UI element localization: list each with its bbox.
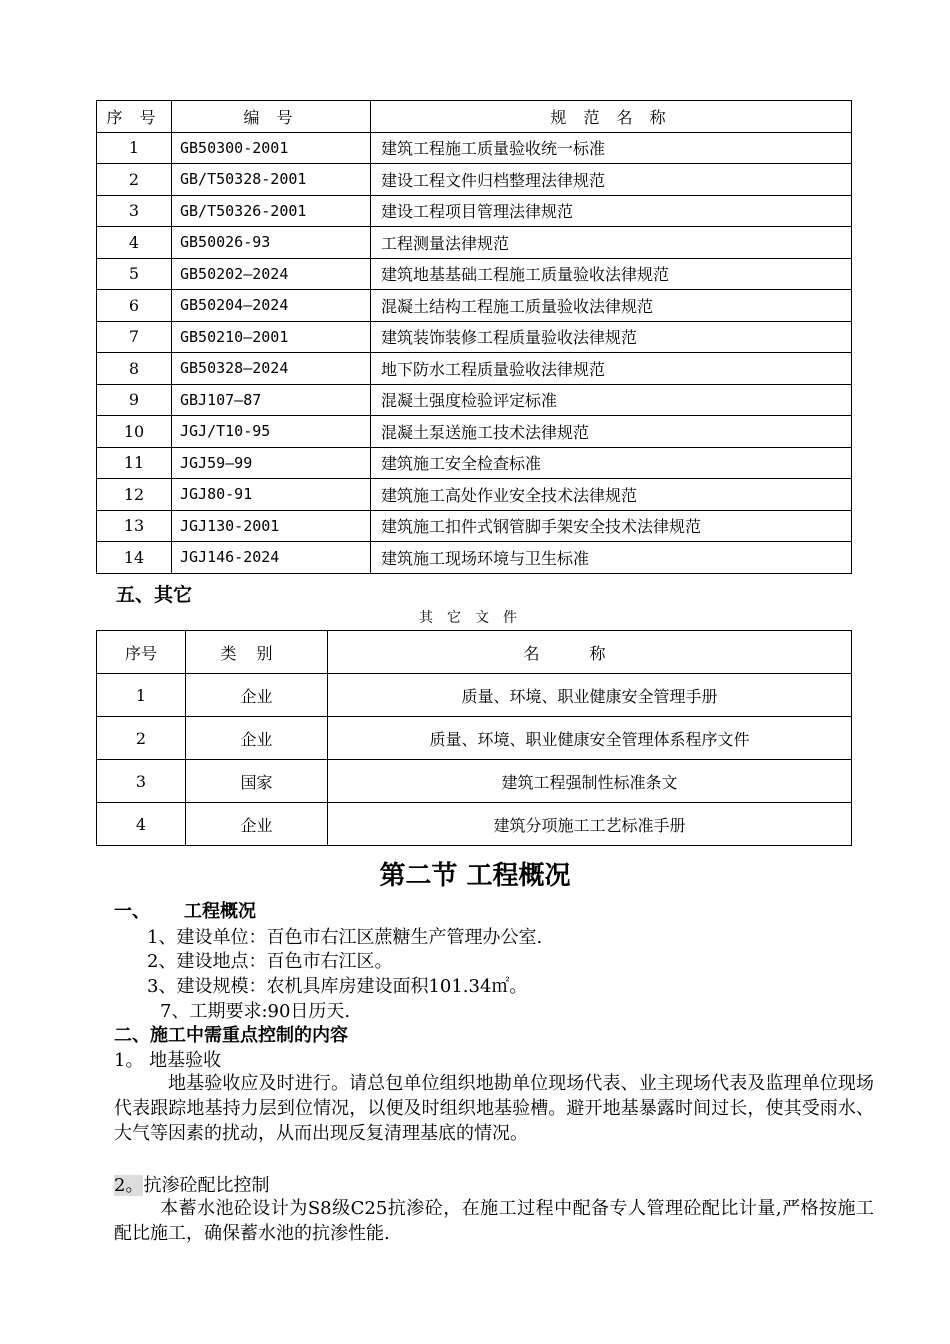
- row-no: 1: [97, 674, 186, 717]
- table-row: [97, 195, 852, 227]
- row-no: 10: [97, 416, 172, 448]
- row-code: JGJ130-2001: [172, 510, 371, 542]
- row-code: GB50328—2024: [172, 353, 371, 385]
- row-code: JGJ146-2024: [172, 542, 371, 574]
- row-no: 11: [97, 447, 172, 479]
- row-no: 4: [97, 227, 172, 259]
- table-row: [97, 227, 852, 259]
- table-row: [97, 542, 852, 574]
- header-code: 编 号: [172, 101, 371, 133]
- row-no: 8: [97, 353, 172, 385]
- row-code: GB50202—2024: [172, 258, 371, 290]
- row-no: 3: [97, 195, 172, 227]
- table-row: [97, 479, 852, 511]
- section-title: 第二节 工程概况: [379, 861, 571, 891]
- overview-item: 1、建设单位：百色市右江区蔗糖生产管理办公室.: [147, 927, 543, 948]
- table-row: [97, 760, 852, 803]
- control-sub2-text: 抗渗砼配比控制: [143, 1175, 270, 1196]
- row-name: 质量、环境、职业健康安全管理手册: [328, 674, 852, 717]
- row-name: 建筑施工扣件式钢管脚手架安全技术法律规范: [371, 510, 852, 542]
- control-heading: 二、施工中需重点控制的内容: [114, 1025, 348, 1046]
- row-code: GB/T50328-2001: [172, 164, 371, 196]
- row-name: 建筑工程强制性标准条文: [328, 760, 852, 803]
- row-code: GB/T50326-2001: [172, 195, 371, 227]
- row-name: 建筑施工现场环境与卫生标准: [371, 542, 852, 574]
- table-row: [97, 132, 852, 164]
- row-code: GBJ107—87: [172, 384, 371, 416]
- overview-item: 3、建设规模：农机具库房建设面积101.34㎡。: [147, 976, 528, 997]
- row-code: GB50204—2024: [172, 290, 371, 322]
- row-name: 混凝土泵送施工技术法律规范: [371, 416, 852, 448]
- row-name: 建设工程项目管理法律规范: [371, 195, 852, 227]
- header-no: 序号: [97, 631, 186, 674]
- row-no: 1: [97, 132, 172, 164]
- row-code: JGJ/T10-95: [172, 416, 371, 448]
- table-row: [97, 164, 852, 196]
- header-name: 规 范 名 称: [371, 101, 852, 133]
- control-para2: 本蓄水池砼设计为S8级C25抗渗砼，在施工过程中配备专人管理砼配比计量,严格按施工配比施工，确保蓄水池的抗渗性能.: [114, 1198, 874, 1244]
- row-no: 13: [97, 510, 172, 542]
- row-category: 企业: [186, 803, 328, 846]
- row-code: JGJ80-91: [172, 479, 371, 511]
- row-category: 国家: [186, 760, 328, 803]
- row-name: 建筑装饰装修工程质量验收法律规范: [371, 321, 852, 353]
- row-name: 地下防水工程质量验收法律规范: [371, 353, 852, 385]
- row-code: GB50210—2001: [172, 321, 371, 353]
- control-para1: 地基验收应及时进行。请总包单位组织地勘单位现场代表、业主现场代表及监理单位现场代表跟踪地基持力层到位情况，以便及时组织地基验槽。避开地基暴露时间过长，使其受雨水、大气等因素的扰动，从而出现反复清理基底的情况。: [114, 1073, 874, 1144]
- table-row: [97, 258, 852, 290]
- control-sub1: 1。 地基验收: [114, 1050, 222, 1071]
- row-name: 混凝土强度检验评定标准: [371, 384, 852, 416]
- row-name: 质量、环境、职业健康安全管理体系程序文件: [328, 717, 852, 760]
- row-category: 企业: [186, 717, 328, 760]
- row-name: 建筑地基基础工程施工质量验收法律规范: [371, 258, 852, 290]
- overview-heading-num: 一、: [114, 901, 150, 922]
- header-name: 名称: [328, 631, 852, 674]
- table-row: [97, 321, 852, 353]
- table-row: [97, 717, 852, 760]
- row-name: 建筑施工高处作业安全技术法律规范: [371, 479, 852, 511]
- control-sub2-num: 2。: [114, 1175, 144, 1196]
- header-category: 类别: [186, 631, 328, 674]
- row-name: 工程测量法律规范: [371, 227, 852, 259]
- row-code: JGJ59—99: [172, 447, 371, 479]
- header-no: 序 号: [97, 101, 172, 133]
- other-docs-header-row: [97, 631, 852, 674]
- row-name: 建筑分项施工工艺标准手册: [328, 803, 852, 846]
- table-row: [97, 510, 852, 542]
- table-row: [97, 803, 852, 846]
- row-no: 2: [97, 717, 186, 760]
- row-no: 2: [97, 164, 172, 196]
- other-docs-table-body: [97, 631, 852, 846]
- table-row: [97, 290, 852, 322]
- overview-item: 7、工期要求:90日历天.: [160, 1001, 351, 1022]
- row-name: 建筑工程施工质量验收统一标准: [371, 132, 852, 164]
- table-row: [97, 353, 852, 385]
- other-docs-caption: 其它文件: [419, 610, 531, 626]
- standards-table-body: [97, 101, 852, 574]
- row-no: 12: [97, 479, 172, 511]
- standards-table-header-row: [97, 101, 852, 133]
- row-no: 9: [97, 384, 172, 416]
- table-row: [97, 384, 852, 416]
- section5-heading: 五、其它: [116, 584, 193, 606]
- row-name: 建设工程文件归档整理法律规范: [371, 164, 852, 196]
- row-name: 建筑施工安全检查标准: [371, 447, 852, 479]
- other-docs-table: [96, 630, 852, 846]
- table-row: [97, 447, 852, 479]
- row-no: 4: [97, 803, 186, 846]
- row-name: 混凝土结构工程施工质量验收法律规范: [371, 290, 852, 322]
- overview-item: 2、建设地点：百色市右江区。: [147, 951, 393, 972]
- table-row: [97, 416, 852, 448]
- row-no: 6: [97, 290, 172, 322]
- overview-heading-text: 工程概况: [184, 901, 256, 922]
- row-code: GB50300-2001: [172, 132, 371, 164]
- row-no: 14: [97, 542, 172, 574]
- row-no: 7: [97, 321, 172, 353]
- overview-heading: [114, 897, 256, 923]
- standards-table: [96, 100, 852, 574]
- row-code: GB50026-93: [172, 227, 371, 259]
- table-row: [97, 674, 852, 717]
- control-sub2: [114, 1171, 269, 1197]
- row-no: 3: [97, 760, 186, 803]
- row-category: 企业: [186, 674, 328, 717]
- row-no: 5: [97, 258, 172, 290]
